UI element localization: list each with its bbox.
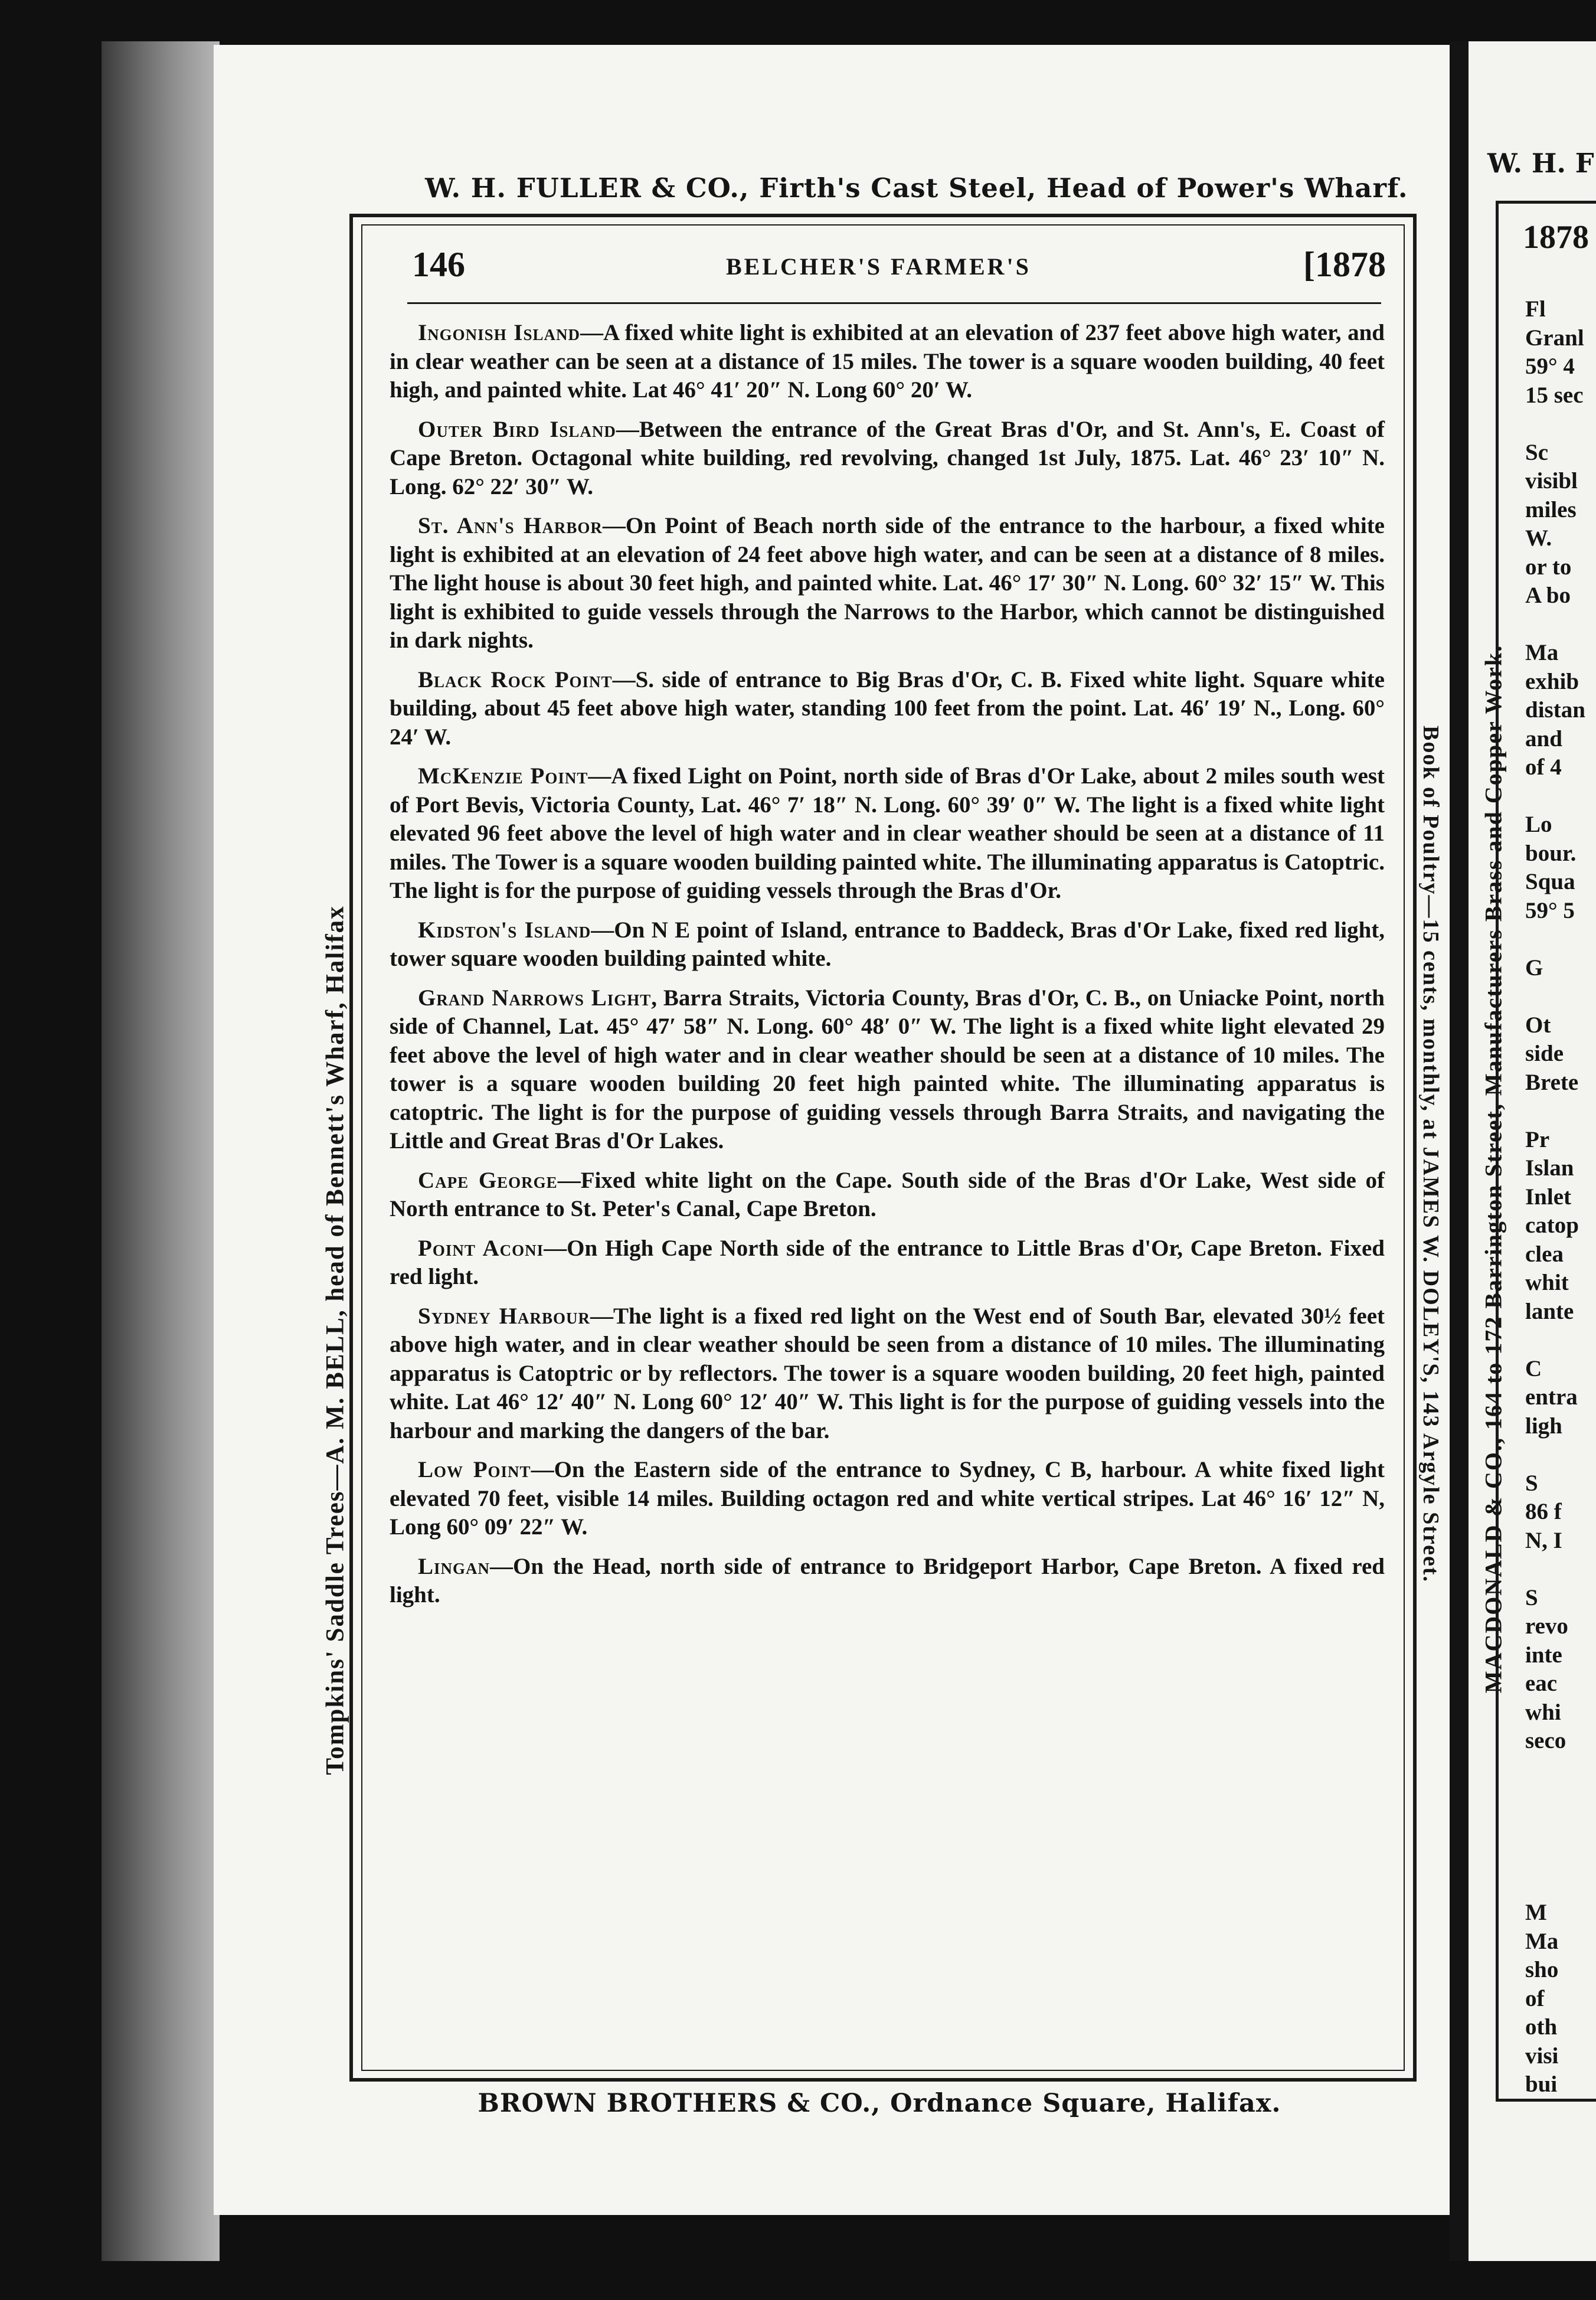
year-label: [1878: [1303, 245, 1386, 284]
entry-point-aconi: Point Aconi—On High Cape North side of the entrance to Little Bras d'Or, Cape Breton. Fixed red light.: [390, 1235, 1385, 1289]
next-page-line-fragment: M: [1525, 1900, 1547, 1925]
next-page-line-fragment: seco: [1525, 1728, 1566, 1753]
next-page-line-fragment: G: [1525, 955, 1543, 981]
next-page-line-fragment: visi: [1525, 2043, 1559, 2069]
next-page-line-fragment: sho: [1525, 1957, 1559, 1982]
next-page-line-fragment: of: [1525, 1985, 1545, 2011]
next-page-line-fragment: whi: [1525, 1699, 1561, 1725]
entry-sydney-harbour: Sydney Harbour—The light is a fixed red light on the West end of South Bar, elevated 30½ feet above high water, and in clear weather should be seen from a distance of 10 miles. The illuminating apparatus is Catoptric or by reflectors. The tower is a square wooden building, 20 feet high, painted white. Lat 46° 12′ 40″ N. Long 60° 12′ 40″ W. This light is for the purpose of guiding vessels into the harbour and marking the dangers of the bar.: [390, 1303, 1385, 1443]
next-page-line-fragment: revo: [1525, 1613, 1568, 1639]
next-page-margin-advert: [1470, 413, 1517, 1925]
next-page-line-fragment: side: [1525, 1041, 1564, 1066]
next-page-line-fragment: [1525, 925, 1596, 954]
next-page-line-fragment: Ot: [1525, 1012, 1551, 1038]
next-page-line-fragment: catop: [1525, 1213, 1579, 1238]
next-page-line-fragment: bour.: [1525, 840, 1577, 866]
next-page-line-fragment: 59° 5: [1525, 897, 1575, 923]
entry-cape-george: Cape George—Fixed white light on the Cape. South side of the Bras d'Or Lake, West side of North entrance to St. Peter's Canal, Cape Breton.: [390, 1167, 1385, 1221]
entry-lingan: Lingan—On the Head, north side of entrance to Bridgeport Harbor, Cape Breton. A fixed red light.: [390, 1553, 1385, 1608]
next-page-line-fragment: C: [1525, 1355, 1542, 1381]
next-page-line-fragment: Granl: [1525, 325, 1584, 351]
bottom-advert-banner: BROWN BROTHERS & CO., Ordnance Square, Halifax.: [478, 2089, 1281, 2118]
left-margin-advert-text: Tompkins' Saddle Trees—A. M. BELL, head of Bennett's Wharf, Halifax: [321, 905, 349, 1775]
next-page-line-fragment: distan: [1525, 697, 1585, 723]
next-page-line-fragment: [1525, 1841, 1596, 1870]
next-page-line-fragment: [1525, 610, 1596, 639]
next-page-line-fragment: Lo: [1525, 812, 1552, 837]
next-page-line-fragment: or to: [1525, 554, 1572, 580]
next-page-line-fragment: S: [1525, 1584, 1538, 1610]
next-page-text-fragments: [1525, 295, 1596, 2099]
next-page-year: 1878: [1523, 219, 1589, 256]
next-page-line-fragment: [1525, 1756, 1596, 1785]
entry-mckenzie-point: McKenzie Point—A fixed Light on Point, north side of Bras d'Or Lake, about 2 miles south west of Port Bevis, Victoria County, Lat. 46° 7′ 18″ N. Long. 60° 39′ 0″ W. The light is a fixed white light elevated 96 feet above the level of high water and in clear weather should be seen at a distance of 11 miles. The Tower is a square wooden building painted white. The illuminating apparatus is Catoptric. The light is for the purpose of guiding vessels through the Bras d'Or.: [390, 763, 1385, 903]
right-margin-advert-text: Book of Poultry—15 cents, monthly, at JAMES W. DOLEY'S, 143 Argyle Street.: [1418, 726, 1443, 1583]
next-page-line-fragment: Ma: [1525, 1928, 1559, 1954]
next-page-line-fragment: [1525, 1870, 1596, 1899]
entry-kidstons-island: Kidston's Island—On N E point of Island, entrance to Baddeck, Bras d'Or Lake, fixed red light, tower square wooden building painted white.: [390, 917, 1385, 971]
top-advert-banner: W. H. FULLER & CO., Firth's Cast Steel, Head of Power's Wharf.: [425, 172, 1408, 204]
next-page-banner: W. H. F: [1487, 148, 1594, 179]
entry-low-point: Low Point—On the Eastern side of the entrance to Sydney, C B, harbour. A white fixed light elevated 70 feet, visible 14 miles. Building octagon red and white vertical stripes. Lat 46° 16′ 12″ N, Long 60° 09′ 22″ W.: [390, 1457, 1385, 1540]
next-page-line-fragment: inte: [1525, 1642, 1562, 1668]
next-page-line-fragment: Brete: [1525, 1069, 1579, 1095]
next-page-line-fragment: oth: [1525, 2014, 1558, 2040]
entry-black-rock-point: Black Rock Point—S. side of entrance to Big Bras d'Or, C. B. Fixed white light. Square white building, about 45 feet above high water, standing 100 feet from the point. Lat. 46′ 19′ N., Long. 60° 24′ W.: [390, 667, 1385, 750]
next-page-line-fragment: eac: [1525, 1671, 1558, 1696]
next-page-line-fragment: Squa: [1525, 869, 1575, 894]
next-page-margin-advert-text: MACDONALD & CO., 164 to 172 Barrington Street, Manufacturers Brass and Copper Work.: [1480, 644, 1507, 1694]
next-page-line-fragment: [1525, 782, 1596, 811]
next-page-line-fragment: Islan: [1525, 1155, 1574, 1181]
next-page-line-fragment: ligh: [1525, 1413, 1562, 1439]
next-page-line-fragment: miles: [1525, 496, 1577, 522]
next-page-line-fragment: [1525, 982, 1596, 1011]
next-page-line-fragment: [1525, 410, 1596, 439]
next-page-line-fragment: Sc: [1525, 439, 1548, 465]
next-page-line-fragment: A bo: [1525, 583, 1571, 608]
left-margin-advert: [312, 584, 359, 2096]
next-page-line-fragment: N, I: [1525, 1527, 1562, 1553]
next-page-line-fragment: exhib: [1525, 668, 1579, 694]
next-page-line-fragment: [1525, 1813, 1596, 1842]
next-page-line-fragment: lante: [1525, 1298, 1574, 1324]
next-page-line-fragment: W.: [1525, 525, 1552, 551]
next-page-line-fragment: [1525, 1440, 1596, 1469]
next-page-line-fragment: visibl: [1525, 468, 1578, 494]
page-number: 146: [412, 245, 465, 284]
header-rule: [407, 302, 1381, 304]
next-page-line-fragment: and: [1525, 726, 1562, 752]
book-title: BELCHER'S FARMER'S: [726, 253, 1031, 280]
book-spine: [102, 41, 220, 2261]
next-page-line-fragment: whit: [1525, 1270, 1569, 1295]
next-page-line-fragment: 86 f: [1525, 1499, 1562, 1524]
right-margin-advert: [1407, 549, 1454, 1759]
next-page-line-fragment: [1525, 1097, 1596, 1126]
next-page-line-fragment: Fl: [1525, 296, 1546, 322]
next-page-line-fragment: 59° 4: [1525, 354, 1575, 379]
next-page-line-fragment: Pr: [1525, 1126, 1550, 1152]
next-page-line-fragment: of 4: [1525, 754, 1562, 780]
next-page-line-fragment: entra: [1525, 1384, 1578, 1410]
next-page-line-fragment: [1525, 1784, 1596, 1813]
next-page-line-fragment: [1525, 1555, 1596, 1584]
next-page-line-fragment: clea: [1525, 1241, 1564, 1267]
next-page-line-fragment: Ma: [1525, 640, 1559, 665]
entry-ingonish-island: Ingonish Island—A fixed white light is exhibited at an elevation of 237 feet above high water, and in clear weather can be seen at a distance of 15 miles. The tower is a square wooden building, 40 feet high, and painted white. Lat 46° 41′ 20″ N. Long 60° 20′ W.: [390, 320, 1385, 403]
entry-st-anns-harbor: St. Ann's Harbor—On Point of Beach north side of the entrance to the harbour, a fixed white light is exhibited at an elevation of 24 feet above high water, and can be seen at a distance of 8 miles. The light house is about 30 feet high, and painted white. Lat. 46° 17′ 30″ N. Long. 60° 32′ 15″ W. This light is exhibited to guide vessels through the Narrows to the Harbor, which cannot be distinguished in dark nights.: [390, 513, 1385, 653]
next-page-line-fragment: Inlet: [1525, 1184, 1571, 1210]
next-page-line-fragment: bui: [1525, 2072, 1558, 2097]
running-head: [407, 244, 1399, 286]
next-page-line-fragment: [1525, 1326, 1596, 1355]
next-page-line-fragment: 15 sec: [1525, 382, 1584, 408]
lighthouse-entries: [390, 319, 1385, 1621]
entry-grand-narrows-light: Grand Narrows Light, Barra Straits, Victoria County, Bras d'Or, C. B., on Uniacke Point, north side of Channel, Lat. 45° 47′ 58″ N. Long. 60° 48′ 0″ W. The light is a fixed white light elevated 29 feet above the level of high water and in clear weather should be seen at a distance of 10 miles. The tower is a square wooden building 20 feet high painted white. The illuminating apparatus is catoptric. The light is for the purpose of guiding vessels through Barra Straits, and navigating the Little and Great Bras d'Or Lakes.: [390, 985, 1385, 1154]
entry-outer-bird-island: Outer Bird Island—Between the entrance of the Great Bras d'Or, and St. Ann's, E. Coast of Cape Breton. Octagonal white building, red revolving, changed 1st July, 1875. Lat. 46° 23′ 10″ N. Long. 62° 22′ 30″ W.: [390, 416, 1385, 499]
next-page-line-fragment: S: [1525, 1470, 1538, 1496]
